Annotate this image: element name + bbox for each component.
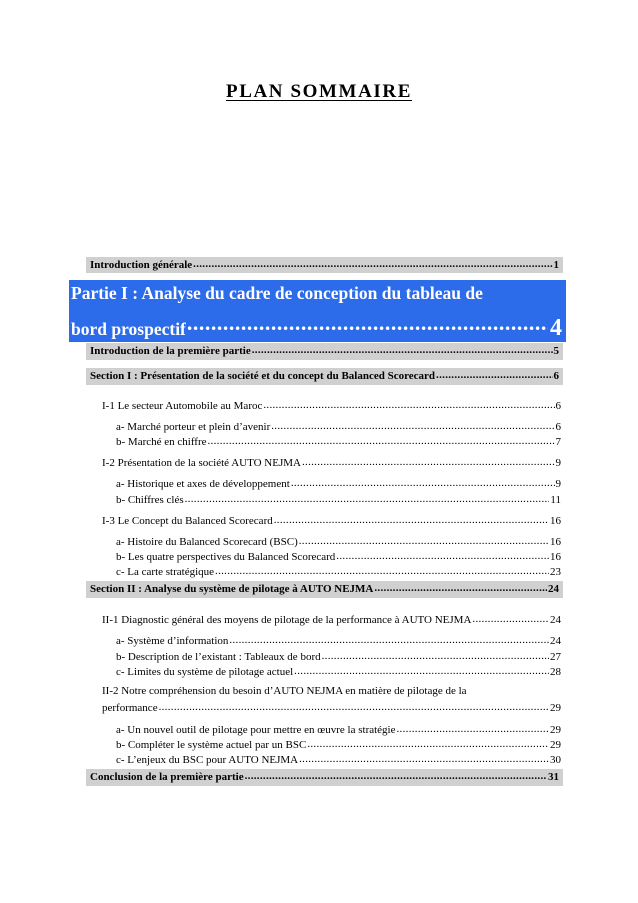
- toc-page: 9: [555, 457, 561, 469]
- toc-leader: [192, 257, 552, 268]
- toc-label: b- Les quatre perspectives du Balanced Scorecard: [116, 551, 336, 563]
- toc-entry-intro-part1[interactable]: [86, 343, 563, 360]
- toc-entry-section1[interactable]: [86, 368, 563, 385]
- toc-label: Introduction de la première partie: [90, 345, 251, 357]
- toc-page: 30: [550, 754, 561, 766]
- toc-page: 16: [550, 536, 561, 548]
- toc-label: b- Compléter le système actuel par un BSC: [116, 739, 307, 751]
- toc-page: 6: [555, 421, 561, 433]
- toc-leader: [251, 343, 553, 354]
- toc-entry-ii2[interactable]: [102, 685, 561, 714]
- toc-part-title: Partie I : Analyse du cadre de conception du tableau de: [71, 283, 483, 303]
- toc-entry-i3a[interactable]: [116, 534, 561, 548]
- toc-page: 29: [550, 724, 561, 736]
- toc-label: a- Histoire du Balanced Scorecard (BSC): [116, 536, 298, 548]
- toc-page: 5: [553, 345, 559, 357]
- toc-leader: [396, 722, 550, 733]
- toc-label: b- Description de l’existant : Tableaux de bord: [116, 651, 321, 663]
- toc-label: b- Marché en chiffre: [116, 436, 207, 448]
- toc-leader: [471, 612, 549, 623]
- toc-leader: [244, 769, 547, 780]
- toc-leader: [228, 633, 549, 644]
- toc-leader: [273, 513, 549, 524]
- toc-label: a- Historique et axes de développement: [116, 478, 290, 490]
- toc-label: a- Un nouvel outil de pilotage pour mettre en œuvre la stratégie: [116, 724, 396, 736]
- toc-entry-conclusion[interactable]: [86, 769, 563, 786]
- toc-leader: [293, 664, 549, 675]
- toc-entry-ii2b[interactable]: [116, 737, 561, 751]
- toc-label: II-2 Notre compréhension du besoin d’AUTO NEJMA en matière de pilotage de la: [102, 685, 467, 697]
- toc-entry-i1a[interactable]: [116, 419, 561, 433]
- toc-entry-i2[interactable]: [102, 455, 561, 469]
- toc-label: I-1 Le secteur Automobile au Maroc: [102, 400, 263, 412]
- toc-label: a- Marché porteur et plein d’avenir: [116, 421, 271, 433]
- toc-page: 9: [555, 478, 561, 490]
- toc-label: II-1 Diagnostic général des moyens de pilotage de la performance à AUTO NEJMA: [102, 614, 472, 626]
- toc-page: 16: [550, 515, 561, 527]
- toc-leader: [158, 700, 549, 711]
- toc-label: c- La carte stratégique: [116, 566, 215, 578]
- toc-label: I-3 Le Concept du Balanced Scorecard: [102, 515, 273, 527]
- toc-entry-section2[interactable]: [86, 581, 563, 598]
- toc-page: 4: [550, 315, 562, 341]
- toc-entry-intro[interactable]: [86, 257, 563, 273]
- toc-page: 16: [550, 551, 561, 563]
- toc-leader: [435, 368, 552, 379]
- toc-page: 6: [553, 370, 559, 382]
- toc-label: Conclusion de la première partie: [90, 771, 244, 783]
- toc-page: 1: [553, 259, 559, 271]
- toc-entry-ii1a[interactable]: [116, 633, 561, 647]
- toc-entry-part1[interactable]: [69, 280, 566, 342]
- toc-leader: [373, 581, 547, 592]
- toc-entry-i3b[interactable]: [116, 549, 561, 563]
- toc-entry-i3c[interactable]: [116, 564, 561, 578]
- toc-part-title-cont: bord prospectif: [71, 319, 186, 339]
- toc-page: 27: [550, 651, 561, 663]
- toc-page: 24: [550, 635, 561, 647]
- toc-leader: [290, 476, 555, 487]
- toc-entry-ii1[interactable]: [102, 612, 561, 626]
- toc-page: 23: [550, 566, 561, 578]
- toc-leader: [306, 737, 549, 748]
- toc-page: 28: [550, 666, 561, 678]
- toc-entry-i2b[interactable]: [116, 492, 561, 506]
- toc-label: b- Chiffres clés: [116, 494, 184, 506]
- toc-leader: [301, 455, 555, 466]
- toc-page: 24: [550, 614, 561, 626]
- toc-entry-ii2a[interactable]: [116, 722, 561, 736]
- toc-leader: [321, 649, 549, 660]
- toc-leader: [335, 549, 549, 560]
- toc-leader: [298, 752, 549, 763]
- toc-page: 24: [548, 583, 559, 595]
- toc-page: 29: [550, 702, 561, 714]
- toc-label: Introduction générale: [90, 259, 193, 271]
- toc-leader: [186, 311, 548, 335]
- toc-label: c- Limites du système de pilotage actuel: [116, 666, 294, 678]
- toc-page: 7: [555, 436, 561, 448]
- toc-leader: [214, 564, 549, 575]
- toc-entry-i1b[interactable]: [116, 434, 561, 448]
- toc-leader: [207, 434, 555, 445]
- toc-leader: [262, 398, 554, 409]
- toc-entry-i3[interactable]: [102, 513, 561, 527]
- toc-label: Section II : Analyse du système de pilotage à AUTO NEJMA: [90, 583, 374, 595]
- toc-label: I-2 Présentation de la société AUTO NEJMA: [102, 457, 301, 469]
- toc-entry-ii1c[interactable]: [116, 664, 561, 678]
- toc-entry-ii1b[interactable]: [116, 649, 561, 663]
- toc-entry-i2a[interactable]: [116, 476, 561, 490]
- toc-label: c- L’enjeux du BSC pour AUTO NEJMA: [116, 754, 299, 766]
- toc-page: 29: [550, 739, 561, 751]
- toc-label: a- Système d’information: [116, 635, 229, 647]
- page-title: PLAN SOMMAIRE: [226, 81, 412, 102]
- toc-entry-i1[interactable]: [102, 398, 561, 412]
- toc-leader: [270, 419, 554, 430]
- toc-leader: [184, 492, 550, 503]
- toc-entry-ii2c[interactable]: [116, 752, 561, 766]
- toc-page: 31: [548, 771, 559, 783]
- toc-page: 6: [555, 400, 561, 412]
- toc-label: Section I : Présentation de la société et du concept du Balanced Scorecard: [90, 370, 436, 382]
- toc-leader: [298, 534, 549, 545]
- toc-label-cont: performance: [102, 702, 158, 714]
- toc-page: 11: [550, 494, 561, 506]
